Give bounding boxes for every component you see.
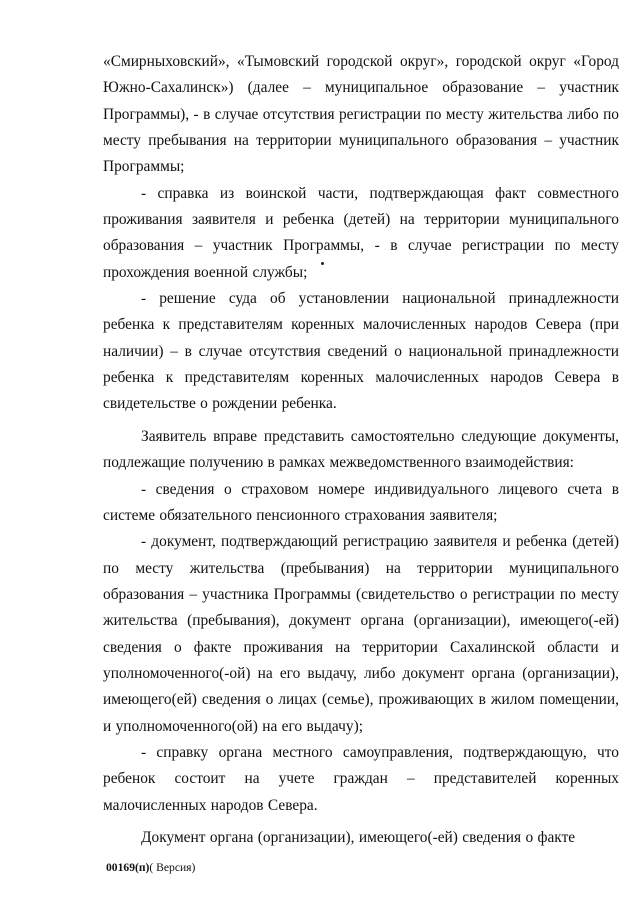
page-footer <box>106 861 195 874</box>
scan-speck <box>321 262 324 265</box>
document-body <box>103 49 619 851</box>
paragraph-applicant-right: Заявитель вправе представить самостоятельно следующие документы, подлежащие получению в рамках межведомственного взаимодействия: <box>103 427 619 472</box>
paragraph-military-certificate: - справка из воинской части, подтверждающая факт совместного проживания заявителя и ребенка (детей) на территории муниципального образования – участник Программы, - в случае регистрации по месту прохождения военной службы; <box>103 184 619 281</box>
paragraph-local-government-certificate: - справку органа местного самоуправления, подтверждающую, что ребенок состоит на учете граждан – представителей коренных малочисленных народов Севера. <box>103 743 619 814</box>
document-version: ( Версия) <box>149 861 196 874</box>
paragraph-court-decision: - решение суда об установлении национальной принадлежности ребенка к представителям коренных малочисленных народов Севера (при наличии) – в случае отсутствия сведений о национальной принадлежности ребенка к представителям коренных малочисленных народов Севера в свидетельстве о рождении ребенка. <box>103 290 619 413</box>
paragraph-municipal-list: «Смирныховский», «Тымовский городской округ», городской округ «Город Южно-Сахалинск») (далее – муниципальное образование – участник Программы), - в случае отсутствия регистрации по месту жительства либо по месту пребывания на территории муниципального образования – участник Программы; <box>103 53 619 176</box>
document-code: 00169(п) <box>106 861 150 874</box>
paragraph-insurance-number: - сведения о страховом номере индивидуального лицевого счета в системе обязательного пенсионного страхования заявителя; <box>103 480 619 524</box>
paragraph-organization-document: Документ органа (организации), имеющего(-ей) сведения о факте <box>141 828 576 846</box>
paragraph-registration-document: - документ, подтверждающий регистрацию заявителя и ребенка (детей) по месту жительства (пребывания) на территории муниципального образования – участника Программы (свидетельство о регистрации по месту жительства (пребывания), документ органа (организации), имеющего(-ей) сведения о факте проживания на территории Сахалинской области и уполномоченного(-ой) на его выдачу, либо документ органа (организации), имеющего(ей) сведения о лицах (семье), проживающих в жилом помещении, и уполномоченного(ой) на его выдачу); <box>103 533 619 735</box>
